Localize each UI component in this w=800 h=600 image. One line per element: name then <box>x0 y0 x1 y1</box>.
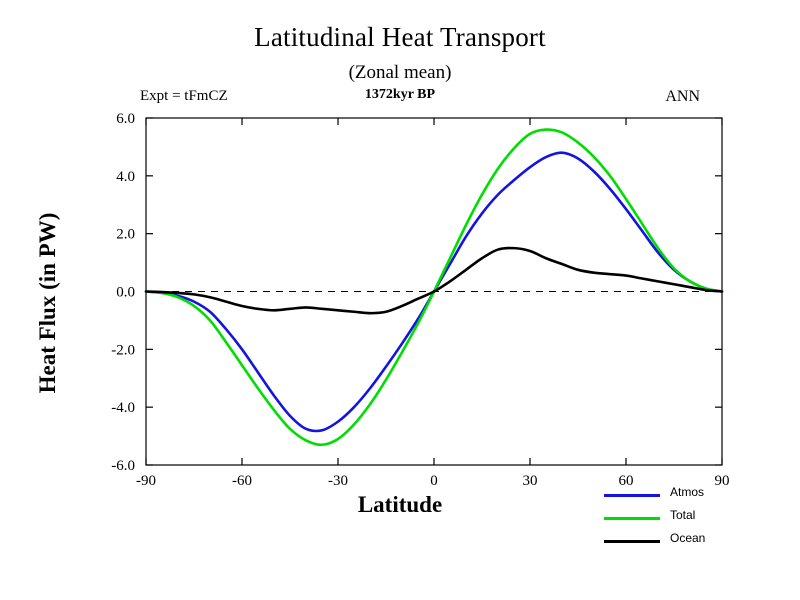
x-tick-label: 0 <box>430 473 438 489</box>
y-tick-label: -2.0 <box>111 342 135 359</box>
legend-label: Atmos <box>670 485 705 499</box>
x-tick-label: -30 <box>328 473 348 489</box>
legend-label: Ocean <box>670 531 706 545</box>
y-axis-label: Heat Flux (in PW) <box>35 212 60 394</box>
legend-swatch-icon <box>604 517 660 520</box>
series-line-total <box>146 130 722 445</box>
legend-item[interactable] <box>604 530 764 553</box>
chart-title: Latitudinal Heat Transport <box>254 22 546 52</box>
y-tick-label: 4.0 <box>116 168 135 185</box>
x-tick-label: 60 <box>618 473 634 489</box>
x-tick-label: 90 <box>714 473 730 489</box>
y-tick-label: 2.0 <box>116 226 135 243</box>
experiment-label: Expt = tFmCZ <box>140 88 228 104</box>
chart-legend <box>604 484 764 553</box>
legend-swatch-icon <box>604 494 660 497</box>
period-label: 1372kyr BP <box>364 87 436 102</box>
legend-item[interactable] <box>604 507 764 530</box>
legend-swatch-icon <box>604 540 660 543</box>
y-tick-label: 6.0 <box>116 111 135 127</box>
legend-label: Total <box>670 508 696 522</box>
x-tick-label: -90 <box>136 473 156 489</box>
chart-subtitle: (Zonal mean) <box>348 62 452 83</box>
y-tick-label: -6.0 <box>111 458 135 474</box>
y-tick-label: 0.0 <box>116 284 135 301</box>
season-label: ANN <box>665 88 700 105</box>
y-tick-label: -4.0 <box>111 400 135 417</box>
x-axis-label: Latitude <box>357 492 443 517</box>
x-tick-label: 30 <box>522 473 538 489</box>
legend-item[interactable] <box>604 484 764 507</box>
series-line-ocean <box>146 248 722 313</box>
x-tick-label: -60 <box>232 473 252 489</box>
